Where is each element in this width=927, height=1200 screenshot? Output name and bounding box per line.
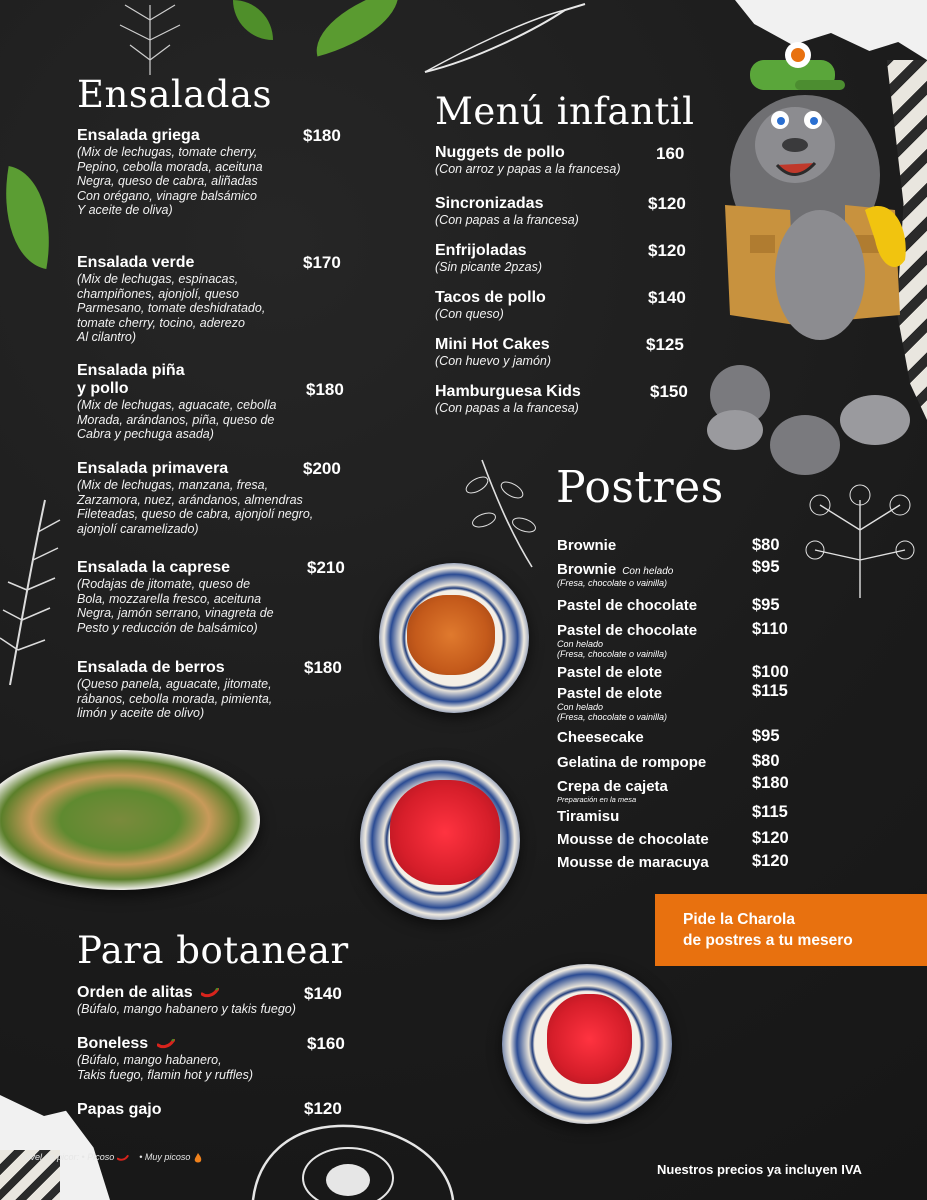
item-price: $140 <box>648 288 686 307</box>
menu-item <box>77 460 313 536</box>
item-price: $150 <box>650 382 688 401</box>
item-price: $170 <box>303 253 341 272</box>
menu-item <box>77 984 296 1017</box>
menu-item <box>435 242 542 275</box>
dessert-name: Mousse de maracuya <box>557 854 709 871</box>
herb-sketch-icon <box>95 0 205 75</box>
wings-plate-photo <box>379 563 529 713</box>
menu-item <box>435 195 579 228</box>
spice-legend-label: Nivel de picor: <box>22 1152 80 1162</box>
menu-item <box>77 362 276 442</box>
chili-pepper-icon <box>157 1039 175 1049</box>
item-price: $180 <box>303 126 341 145</box>
parsley-sketch-icon <box>800 480 920 600</box>
boneless-plate-photo <box>360 760 520 920</box>
item-description: (Con arroz y papas a la francesa) <box>435 162 621 176</box>
avocado-sketch-icon <box>248 1118 458 1200</box>
item-price: $180 <box>304 658 342 677</box>
dessert-subnote: Con helado (Fresa, chocolate o vainilla) <box>557 702 668 722</box>
potatoes-plate-photo <box>502 964 672 1124</box>
item-description: (Mix de lechugas, tomate cherry, Pepino, cebolla morada, aceituna Negra, queso de cabra, aliñadas Con orégano, vinagre balsámico Y aceite de oliva) <box>77 145 263 217</box>
basil-leaf-icon <box>0 166 63 269</box>
spice-level-spicy: • Picoso <box>81 1152 115 1162</box>
menu-item <box>77 127 263 218</box>
item-price: $180 <box>306 380 344 399</box>
section-title-menu-infantil: Menú infantil <box>435 90 695 133</box>
dessert-subnote: Preparación en la mesa <box>557 795 637 804</box>
dessert-item <box>557 685 667 722</box>
menu-item <box>77 559 274 635</box>
dessert-price: $80 <box>752 536 780 554</box>
item-name: Ensalada primavera <box>77 460 229 477</box>
dessert-name: Pastel de chocolate <box>557 597 698 614</box>
menu-item <box>435 144 621 177</box>
dessert-tray-callout <box>655 894 927 966</box>
dessert-name: Cheesecake <box>557 729 644 746</box>
item-name: Boneless <box>77 1035 149 1052</box>
item-price: $120 <box>648 241 686 260</box>
spice-level-very-spicy: • Muy picoso <box>139 1152 191 1162</box>
dessert-price: $110 <box>752 620 788 638</box>
dessert-price: $95 <box>752 596 780 614</box>
dessert-item <box>557 664 662 681</box>
item-name: Ensalada piña y pollo <box>77 362 185 397</box>
item-name: Ensalada de berros <box>77 659 225 676</box>
section-title-ensaladas: Ensaladas <box>77 73 273 116</box>
menu-item <box>435 289 546 322</box>
menu-item <box>77 1035 253 1082</box>
item-description: (Búfalo, mango habanero, Takis fuego, flamin hot y ruffles) <box>77 1053 254 1082</box>
potatoes-food <box>547 994 632 1084</box>
wings-food <box>407 595 495 675</box>
dessert-name: Tiramisu <box>557 808 620 825</box>
dessert-price: $95 <box>752 558 780 576</box>
salad-plate-photo <box>0 750 260 890</box>
item-name: Orden de alitas <box>77 984 193 1001</box>
dessert-item <box>557 754 706 771</box>
item-price: $120 <box>304 1099 342 1118</box>
basil-leaf-icon <box>233 0 273 40</box>
iva-note: Nuestros precios ya incluyen IVA <box>657 1162 862 1177</box>
menu-item <box>77 659 272 721</box>
dessert-item <box>557 622 697 659</box>
dessert-price: $115 <box>752 682 788 700</box>
item-name: Enfrijoladas <box>435 242 527 259</box>
item-name: Hamburguesa Kids <box>435 383 581 400</box>
spice-legend <box>22 1152 203 1163</box>
dessert-price: $180 <box>752 774 789 792</box>
dessert-name: Brownie <box>557 561 617 578</box>
item-description: (Rodajas de jitomate, queso de Bola, mozzarella fresco, aceituna Negra, jamón serrano, vinagreta de Pesto y reducción de balsámico) <box>77 577 274 635</box>
item-price: $200 <box>303 459 341 478</box>
dessert-name: Gelatina de rompope <box>557 754 707 771</box>
callout-line: Pide la Charola <box>683 911 795 928</box>
dessert-price: $95 <box>752 727 780 745</box>
item-description: (Sin picante 2pzas) <box>435 260 543 274</box>
dessert-item <box>557 561 673 588</box>
item-name: Sincronizadas <box>435 195 544 212</box>
item-description: (Con huevo y jamón) <box>435 354 552 368</box>
chili-pepper-icon <box>117 1154 129 1162</box>
flame-icon <box>193 1153 203 1163</box>
item-name-row <box>77 1035 253 1053</box>
menu-item <box>435 383 581 416</box>
dessert-name: Mousse de chocolate <box>557 831 709 848</box>
item-description: (Búfalo, mango habanero y takis fuego) <box>77 1002 296 1016</box>
dessert-price: $115 <box>752 803 788 821</box>
item-price: $125 <box>646 335 684 354</box>
dessert-subnote: Con helado (Fresa, chocolate o vainilla) <box>557 639 668 659</box>
item-description: (Mix de lechugas, aguacate, cebolla Morada, arándanos, piña, queso de Cabra y pechuga asada) <box>77 398 277 441</box>
dessert-price: $100 <box>752 663 789 681</box>
item-description: (Queso panela, aguacate, jitomate, rábanos, cebolla morada, pimienta, limón y aceite de olivo) <box>77 677 273 720</box>
item-price: $140 <box>304 984 342 1003</box>
section-title-para-botanear: Para botanear <box>77 929 349 972</box>
item-name: Ensalada verde <box>77 254 195 271</box>
dessert-item <box>557 808 619 825</box>
dessert-price: $120 <box>752 829 789 847</box>
item-name: Ensalada griega <box>77 127 200 144</box>
section-title-postres: Postres <box>556 462 724 513</box>
item-price: 160 <box>656 144 685 163</box>
item-description: (Con papas a la francesa) <box>435 401 579 415</box>
dessert-note: Con helado <box>622 566 674 577</box>
pepper-sketch-icon <box>415 0 590 80</box>
gorilla-mascot-illustration <box>695 35 927 480</box>
dessert-item <box>557 729 644 746</box>
item-price: $210 <box>307 558 345 577</box>
item-description: (Mix de lechugas, espinacas, champiñones, ajonjolí, queso Parmesano, tomate deshidratado, tomate cherry, tocino, aderezo Al cilantro) <box>77 272 266 344</box>
menu-item <box>77 1101 161 1119</box>
item-description: (Con papas a la francesa) <box>435 213 579 227</box>
dessert-item <box>557 778 668 805</box>
dessert-item <box>557 854 709 871</box>
dessert-name: Brownie <box>557 537 617 554</box>
item-name: Tacos de pollo <box>435 289 546 306</box>
callout-line: de postres a tu mesero <box>683 932 853 949</box>
item-name: Ensalada la caprese <box>77 559 230 576</box>
item-name-row <box>77 984 296 1002</box>
dessert-name: Pastel de chocolate <box>557 622 698 639</box>
item-price: $120 <box>648 194 686 213</box>
dessert-price: $80 <box>752 752 780 770</box>
item-description: (Mix de lechugas, manzana, fresa, Zarzamora, nuez, arándanos, almendras Fileteadas, queso de cabra, ajonjolí negro, ajonjolí caramelizado) <box>77 478 314 536</box>
dessert-name: Pastel de elote <box>557 664 663 681</box>
chili-pepper-icon <box>201 988 219 998</box>
dessert-name: Pastel de elote <box>557 685 663 702</box>
boneless-food <box>390 780 500 885</box>
dessert-item <box>557 597 697 614</box>
menu-item <box>77 254 265 345</box>
dessert-item <box>557 537 616 554</box>
rosemary-sketch-icon <box>0 490 70 690</box>
item-name: Papas gajo <box>77 1101 162 1118</box>
item-name: Mini Hot Cakes <box>435 336 550 353</box>
dessert-price: $120 <box>752 852 789 870</box>
basil-leaf-icon <box>306 0 409 57</box>
dessert-name: Crepa de cajeta <box>557 778 668 795</box>
item-description: (Con queso) <box>435 307 504 321</box>
dessert-subnote: (Fresa, chocolate o vainilla) <box>557 578 668 588</box>
item-price: $160 <box>307 1034 345 1053</box>
menu-item <box>435 336 551 369</box>
dessert-item <box>557 831 709 848</box>
branch-sketch-icon <box>462 455 542 570</box>
item-name: Nuggets de pollo <box>435 144 565 161</box>
